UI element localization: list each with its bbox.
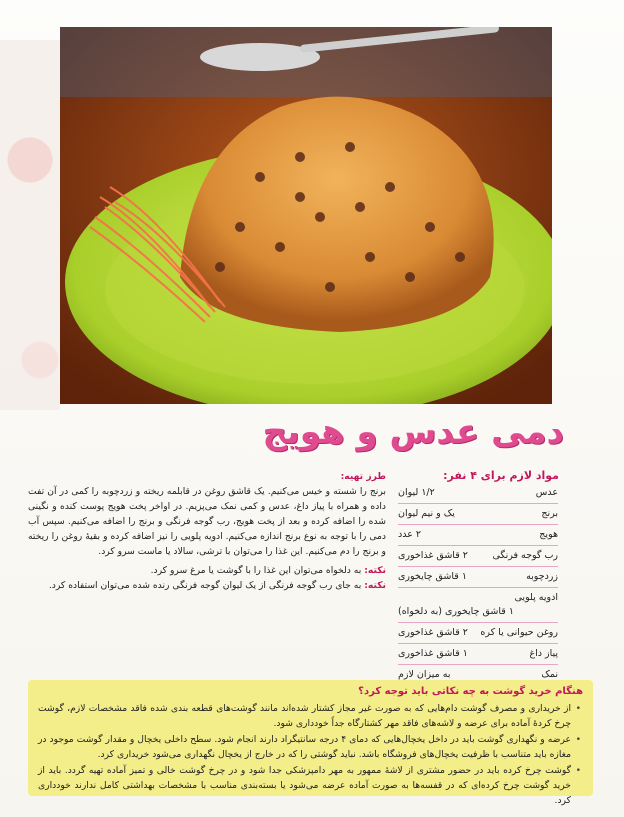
ingredients-heading: مواد لازم برای ۴ نفر: [443,469,559,482]
box-point: • از خریداری و مصرف گوشت دام‌هایی که به صورت غیر مجاز کشتار شده‌اند مانند گوشت‌های قطعه بندی شده فاقد مشخصات لازم، گوشت چرخ کردهٔ آماده برای عرضه و لاشه‌های فاقد مهر کشتارگاه جداً خودداری شود. [38,701,571,731]
ingredient-amount: ۲ عدد [398,529,422,540]
ingredient-amount: به میزان لازم [398,669,451,680]
ingredient-name: برنج [541,508,558,519]
tip-1 [28,563,386,578]
meat-buying-tips-box [28,680,593,806]
ingredient-row [398,567,558,588]
tip-label: نکته: [364,580,386,591]
ingredient-name: نمک [541,669,558,680]
ingredient-amount: ۲ قاشق غذاخوری [398,627,468,638]
preparation-heading: طرز تهیه: [340,471,386,482]
ingredient-row [398,483,558,504]
ingredient-amount: ۱ قاشق غذاخوری [398,648,468,659]
ingredient-name: عدس [535,487,558,498]
ingredient-amount: یک و نیم لیوان [398,508,455,519]
ingredient-row [398,525,558,546]
tip-label: نکته: [364,565,386,576]
ingredient-row [398,623,558,644]
ingredient-name: ادویه پلویی [514,592,558,603]
ingredient-row [398,504,558,525]
ingredient-name: رب گوجه فرنگی [492,550,558,561]
rice-dish-illustration [60,27,552,404]
ingredient-amount: ۱ قاشق چایخوری (به دلخواه) [398,606,514,617]
ingredient-amount: ۲ قاشق غذاخوری [398,550,468,561]
box-heading: هنگام خرید گوشت به چه نکاتی باید توجه کرد؟ [358,686,583,697]
ingredients-list [398,483,558,686]
ingredient-name: روغن حیوانی یا کره [480,627,558,638]
ingredient-name: پیاز داغ [529,648,558,659]
box-points [38,701,583,808]
ingredient-name: زردچوبه [526,571,558,582]
tip-text: به دلخواه می‌توان این غذا را با گوشت یا مرغ سرو کرد. [150,565,362,576]
ingredient-row [398,588,558,623]
dish-photo [60,27,552,404]
ingredient-row [398,546,558,567]
tip-text: به جای رب گوجه فرنگی از یک لیوان گوجه فرنگی رنده شده می‌توان استفاده کرد. [48,580,362,591]
decorative-background [0,40,60,410]
preparation-section [28,469,386,593]
box-point: • عرضه و نگهداری گوشت باید در داخل یخچال‌هایی که دمای ۴ درجه سانتیگراد دارند انجام شود. سطح داخلی یخچال و مقدار گوشت موجود در مغازه باید متناسب با ظرفیت یخچال‌های فروشگاه باشد. نباید گوشتی را که در خارج از یخچال نگهداری می‌شود خریداری کرد. [38,732,571,762]
ingredient-row [398,644,558,665]
tip-2 [28,578,386,593]
ingredient-amount: ۱ قاشق چایخوری [398,571,467,582]
recipe-title: دمی عدس و هویج [262,412,564,452]
ingredient-amount: ۱/۲ لیوان [398,487,435,498]
preparation-body: برنج را شسته و خیس می‌کنیم. یک قاشق روغن در قابلمه ریخته و زردچوبه را کمی در آن تفت داده و همراه با پیاز داغ، عدس و کمی نمک می‌پزیم. در اواخر پخت هویج پوست کنده و نگینی شده را اضافه کرده و بعد از پخت هویج، رب گوجه فرنگی و برنج را اضافه می‌کنیم. سپس آب دمی را با توجه به نوع برنج اندازه می‌کنیم. ادویه پلویی را نیز اضافه کرده و بقیهٔ روغن را ریخته و برنج را دم می‌کنیم. این غذا را می‌توان با ترشی، سالاد یا ماست سرو کرد. [28,486,386,557]
ingredient-name: هویج [539,529,558,540]
box-point: • گوشت چرخ کرده باید در حضور مشتری از لاشهٔ ممهور به مهر دامپزشکی جدا شود و در چرخ گوشت خالی و تمیز آماده تهیه گردد. باید از خرید گوشت چرخ کرده‌ای که در قفسه‌ها به صورت آماده عرضه می‌شود یا بسته‌بندی مناسب با مشخصات بهداشتی کامل ندارند خودداری کرد. [38,763,571,808]
